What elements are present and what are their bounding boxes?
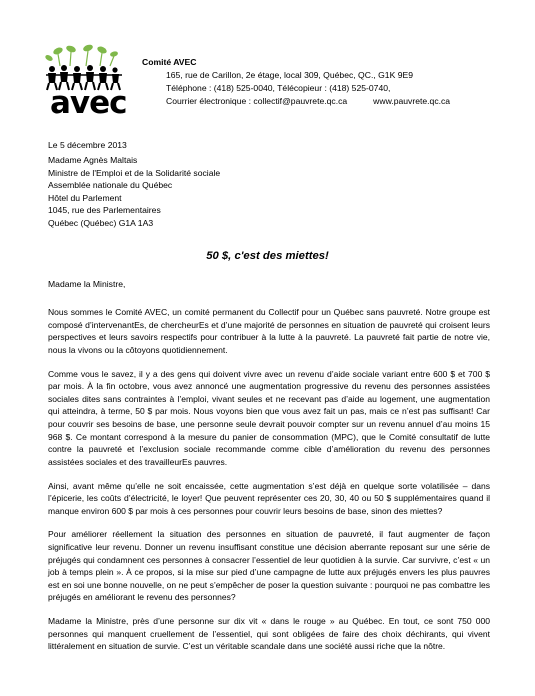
recipient-line: Assemblée nationale du Québec <box>48 180 173 191</box>
recipient-line: Québec (Québec) G1A 1A3 <box>48 217 154 228</box>
body-paragraph: Comme vous le savez, il y a des gens qui doivent vivre avec un revenu d’aide sociale variant entre 600 $ et 700 $ par mois. À la fin octobre, vous avez annoncé une augmentation progressive du revenu des personnes assistées sociales dites sans contraintes à l’emploi, vivant seules et ne recevant pas d’aide au logement, une augmentation qui atteindra, à terme, 50 $ par mois. Nous voyons bien que vous avez fait un pas, mais ce n’est pas suffisant! Car pour couvrir ses besoins de base, une personne seule devrait pouvoir compter sur un revenu annuel d’au moins 15 968 $. Ce montant correspond à la mesure du panier de consommation (MPC), que le Comité consultatif de lutte contre la pauvreté et l’exclusion sociale recommande comme cible d’amélioration du revenu des personnes assistées sociales et des travailleurEs pauvres. <box>48 368 490 467</box>
letterhead <box>128 56 528 108</box>
recipient-block <box>48 154 220 230</box>
recipient-line: Ministre de l'Emploi et de la Solidarité sociale <box>48 167 221 178</box>
org-name: Comité AVEC <box>142 57 197 67</box>
recipient-line: Madame Agnès Maltais <box>48 155 138 165</box>
body-paragraph: Pour améliorer réellement la situation des personnes en situation de pauvreté, il faut augmenter de façon significative leur revenu. Donner un revenu insuffisant constitue une décision aberrante reposant sur une série de préjugés qui condamnent ces personnes à consacrer l’essentiel de leur quotidien à la survie. Car survivre, c’est « un job à temps plein ». À ce propos, si la mise sur pied d’une campagne de lutte aux préjugés envers les plus pauvres est en soi une bonne nouvelle, on ne peut s’empêcher de poser la question suivante : pourquoi ne pas combattre les préjugés en améliorant le revenu des personnes? <box>48 529 490 603</box>
recipient-line: 1045, rue des Parlementaires <box>48 205 161 216</box>
org-email: Courrier électronique : collectif@pauvrete.qc.ca <box>166 96 348 106</box>
body-paragraph: Ainsi, avant même qu’elle ne soit encaissée, cette augmentation s’est déjà en quelque sorte volatilisée – dans l’épicerie, les coûts d’électricité, le loyer! Que peuvent représenter ces 20, 30, 40 ou 50 $ supplémentaires quand il manque environ 600 $ par mois à ces personnes pour couvrir leurs besoins de base, sinon des miettes? <box>48 480 490 516</box>
letter-title: 50 $, c'est des miettes! <box>206 250 329 262</box>
org-address: 165, rue de Carillon, 2e étage, local 309, Québec, QC., G1K 9E9 <box>166 70 413 80</box>
org-phone: Téléphone : (418) 525-0040, Télécopieur : (418) 525-0740, <box>166 83 391 93</box>
letter-date: Le 5 décembre 2013 <box>48 140 127 150</box>
avec-logo <box>44 44 127 121</box>
org-website[interactable]: www.pauvrete.qc.ca <box>373 96 451 106</box>
body-paragraph: Nous sommes le Comité AVEC, un comité permanent du Collectif pour un Québec sans pauvreté. Notre groupe est composé d’intervenantEs, de chercheurEs et d’une majorité de personnes en situation de pauvreté qui croisent leurs perspectives et leurs savoirs respectifs pour contribuer à la lutte à la pauvreté. La pauvreté fait partie de notre vie, nous la vivons ou la côtoyons quotidiennement. <box>48 307 490 355</box>
letter-body <box>48 306 490 664</box>
body-paragraph: Madame la Ministre, près d’une personne sur dix vit « dans le rouge » au Québec. En tout, ce sont 750 000 personnes qui manquent cruellement de l’essentiel, qui sont obligées de faire des choix déchirants, qui vivent littéralement en situation de survie. C’est un véritable scandale dans une société aussi riche que la nôtre. <box>48 616 490 652</box>
recipient-line: Hôtel du Parlement <box>48 192 122 203</box>
salutation: Madame la Ministre, <box>48 279 126 289</box>
logo-text: avec <box>50 85 127 121</box>
org-contact-line <box>166 95 528 108</box>
